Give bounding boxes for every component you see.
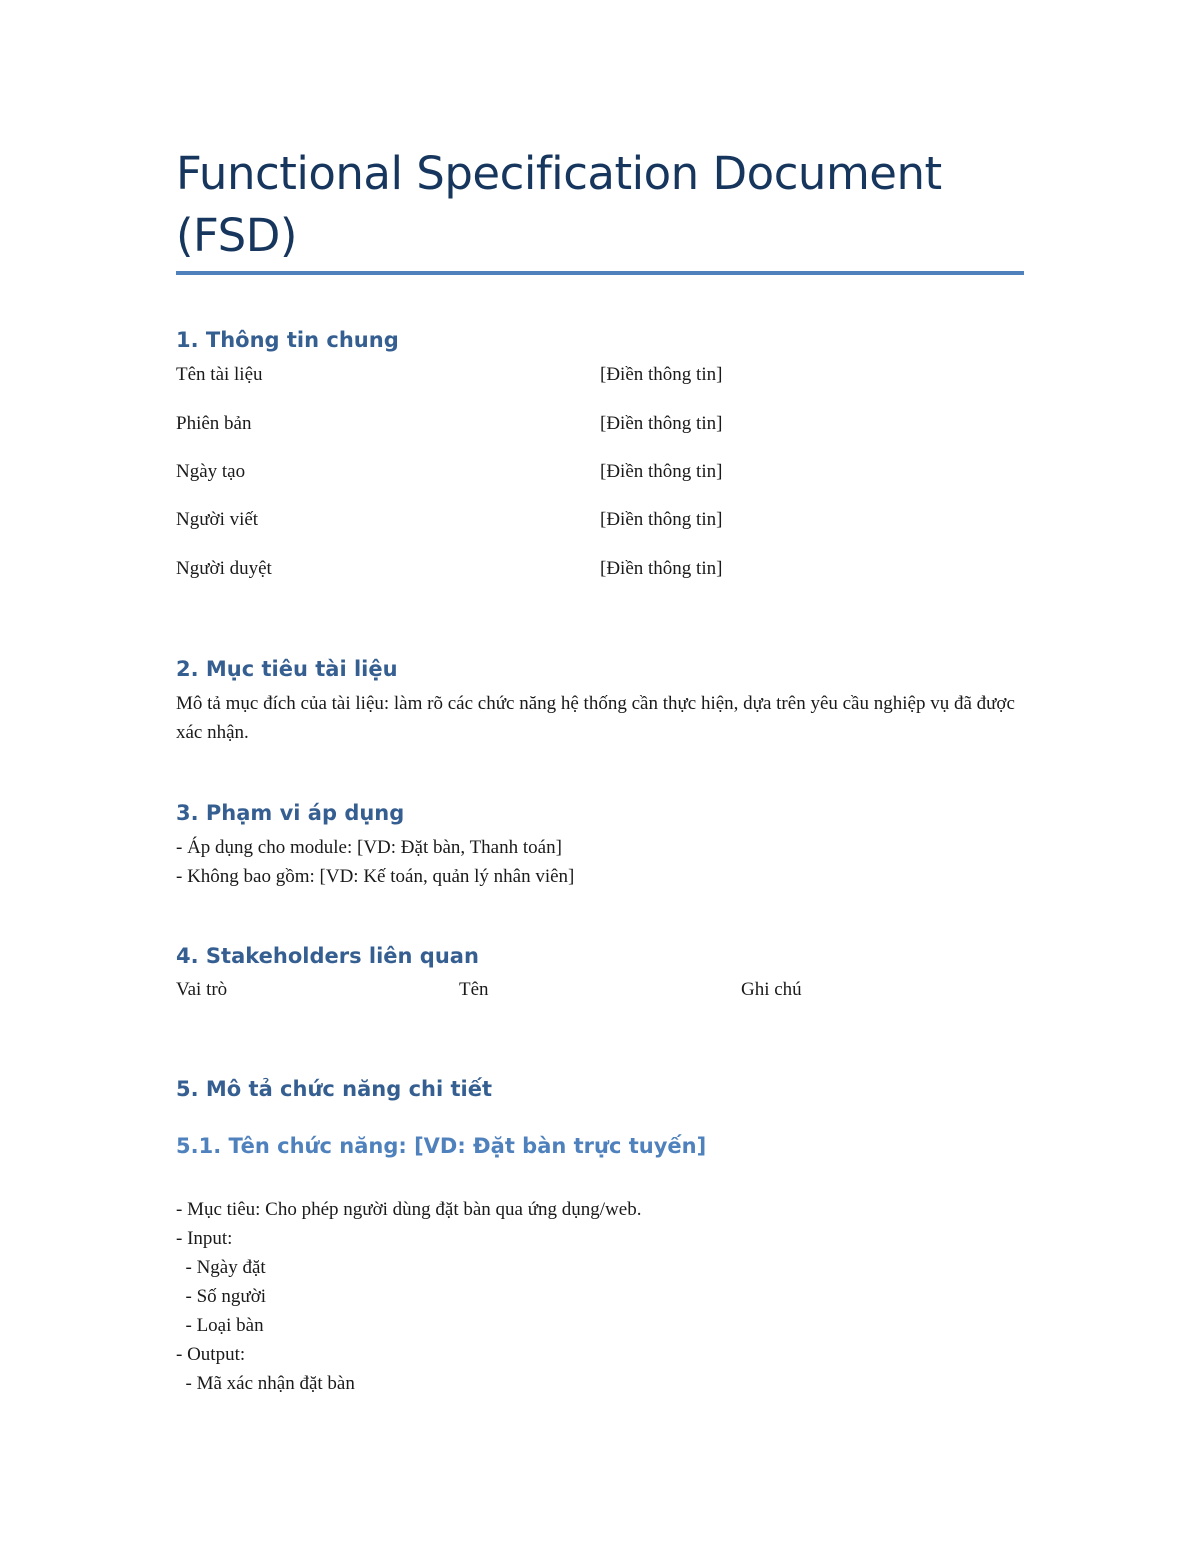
info-row-value: [Điền thông tin] [600, 461, 723, 482]
scope-line: - Không bao gồm: [VD: Kế toán, quản lý nhân viên] [176, 866, 575, 887]
info-row-label: Tên tài liệu [176, 364, 263, 385]
scope-line: - Áp dụng cho module: [VD: Đặt bàn, Thanh toán] [176, 837, 562, 858]
function-detail-line: - Mục tiêu: Cho phép người dùng đặt bàn qua ứng dụng/web. [176, 1199, 642, 1220]
info-row [176, 507, 1024, 533]
info-row-label: Người duyệt [176, 558, 272, 579]
function-detail-line: - Output: [176, 1344, 246, 1365]
stakeholder-column-header: Vai trò [176, 979, 228, 1000]
section-4-heading: 4. Stakeholders liên quan [176, 944, 479, 968]
info-row [176, 362, 1024, 388]
section-5-1-heading: 5.1. Tên chức năng: [VD: Đặt bàn trực tuyến] [176, 1134, 707, 1158]
section-3-heading: 3. Phạm vi áp dụng [176, 801, 405, 825]
function-detail-line: - Số người [176, 1286, 267, 1307]
stakeholder-column-header: Tên [459, 979, 489, 1000]
info-row-value: [Điền thông tin] [600, 558, 723, 579]
section-2-text: Mô tả mục đích của tài liệu: làm rõ các chức năng hệ thống cần thực hiện, dựa trên yêu cầu nghiệp vụ đã được xác nhận. [176, 693, 1015, 743]
function-detail-line: - Input: [176, 1228, 233, 1249]
document-title: Functional Specification Document (FSD) [176, 147, 942, 262]
stakeholder-column-header: Ghi chú [741, 979, 802, 1000]
info-row-label: Ngày tạo [176, 461, 246, 482]
info-row [176, 411, 1024, 437]
info-row-label: Người viết [176, 509, 259, 530]
section-5-heading: 5. Mô tả chức năng chi tiết [176, 1077, 493, 1101]
info-row-value: [Điền thông tin] [600, 509, 723, 530]
info-row-value: [Điền thông tin] [600, 364, 723, 385]
title-underline [176, 271, 1024, 275]
function-detail-line: - Loại bàn [176, 1315, 264, 1336]
info-row [176, 556, 1024, 582]
function-detail-line: - Ngày đặt [176, 1257, 266, 1278]
section-2-heading: 2. Mục tiêu tài liệu [176, 657, 398, 681]
info-row [176, 459, 1024, 485]
function-detail-line: - Mã xác nhận đặt bàn [176, 1373, 355, 1394]
info-row-value: [Điền thông tin] [600, 413, 723, 434]
info-row-label: Phiên bản [176, 413, 252, 434]
section-1-heading: 1. Thông tin chung [176, 328, 399, 352]
